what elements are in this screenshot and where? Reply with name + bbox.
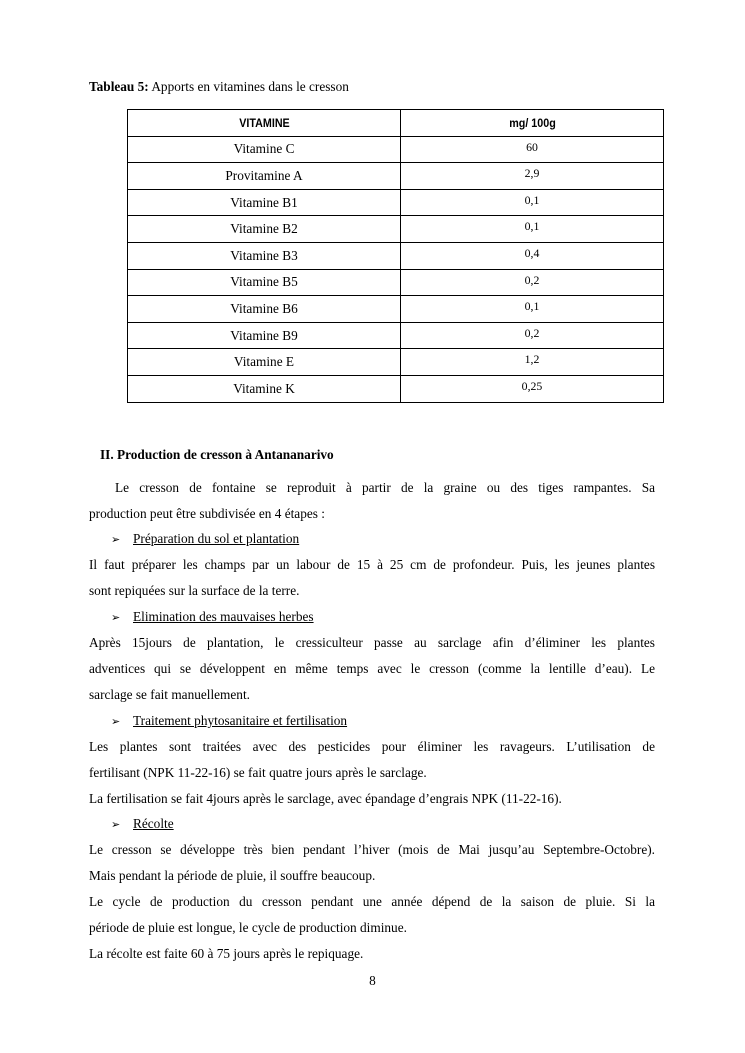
vitamin-name: Provitamine A xyxy=(128,163,401,190)
arrow-bullet-icon: ➢ xyxy=(111,534,121,546)
paragraph-line: adventices qui se développent en même temps avec le cresson (comme la lentille d’eau). Le xyxy=(89,661,655,676)
vitamin-amount: 0,1 xyxy=(401,216,664,243)
paragraph-line: La récolte est faite 60 à 75 jours après le repiquage. xyxy=(89,946,364,961)
arrow-bullet-icon: ➢ xyxy=(111,819,121,831)
table-row xyxy=(128,216,664,243)
vitamin-amount: 0,2 xyxy=(401,269,664,296)
vitamin-table xyxy=(127,109,664,403)
vitamin-amount: 0,25 xyxy=(401,375,664,402)
vitamin-name: Vitamine B1 xyxy=(128,189,401,216)
step-title: Récolte xyxy=(133,816,174,831)
step-title: Préparation du sol et plantation xyxy=(133,531,300,546)
vitamin-amount: 0,2 xyxy=(401,322,664,349)
column-header-amount: mg/ 100g xyxy=(416,110,647,137)
paragraph-line: fertilisant (NPK 11-22-16) se fait quatre jours après le sarclage. xyxy=(89,765,427,780)
vitamin-name: Vitamine B5 xyxy=(128,269,401,296)
paragraph-line: Le cycle de production du cresson pendant une année dépend de la saison de pluie. Si la xyxy=(89,894,655,909)
vitamin-amount: 0,1 xyxy=(401,189,664,216)
table-row xyxy=(128,375,664,402)
paragraph-line: sont repiquées sur la surface de la terre. xyxy=(89,583,300,598)
table-caption-label: Tableau 5: xyxy=(89,79,149,94)
intro-line: production peut être subdivisée en 4 étapes : xyxy=(89,506,325,521)
paragraph-line: Il faut préparer les champs par un labour de 15 à 25 cm de profondeur. Puis, les jeunes plantes xyxy=(89,557,655,572)
table-row xyxy=(128,296,664,323)
paragraph-line: Mais pendant la période de pluie, il souffre beaucoup. xyxy=(89,868,376,883)
step-title: Traitement phytosanitaire et fertilisation xyxy=(133,713,348,728)
step-heading xyxy=(111,531,299,547)
vitamin-amount: 2,9 xyxy=(401,163,664,190)
step-title: Elimination des mauvaises herbes xyxy=(133,609,314,624)
table-row xyxy=(128,242,664,269)
page-number: 8 xyxy=(369,973,376,988)
vitamin-name: Vitamine B9 xyxy=(128,322,401,349)
vitamin-amount: 60 xyxy=(401,136,664,163)
table-row xyxy=(128,269,664,296)
table-row xyxy=(128,322,664,349)
section-title: II. Production de cresson à Antananarivo xyxy=(100,447,334,462)
arrow-bullet-icon: ➢ xyxy=(111,612,121,624)
table-row xyxy=(128,189,664,216)
arrow-bullet-icon: ➢ xyxy=(111,716,121,728)
paragraph-line: La fertilisation se fait 4jours après le sarclage, avec épandage d’engrais NPK (11-22-16). xyxy=(89,791,562,806)
table-row xyxy=(128,349,664,376)
paragraph-line: période de pluie est longue, le cycle de production diminue. xyxy=(89,920,407,935)
paragraph-line: Après 15jours de plantation, le cressiculteur passe au sarclage afin d’éliminer les plantes xyxy=(89,635,655,650)
vitamin-name: Vitamine K xyxy=(128,375,401,402)
table-header-row xyxy=(128,110,664,137)
vitamin-amount: 0,4 xyxy=(401,242,664,269)
vitamin-name: Vitamine B3 xyxy=(128,242,401,269)
paragraph-line: sarclage se fait manuellement. xyxy=(89,687,250,702)
table-row xyxy=(128,136,664,163)
step-heading xyxy=(111,816,174,832)
table-caption-text: Apports en vitamines dans le cresson xyxy=(148,79,349,94)
table-row xyxy=(128,163,664,190)
paragraph-line: Le cresson se développe très bien pendant l’hiver (mois de Mai jusqu’au Septembre-Octobre). xyxy=(89,842,655,857)
column-header-vitamine: VITAMINE xyxy=(144,110,384,137)
table-caption xyxy=(89,79,349,95)
step-heading xyxy=(111,713,347,729)
vitamin-name: Vitamine E xyxy=(128,349,401,376)
vitamin-name: Vitamine B6 xyxy=(128,296,401,323)
vitamin-name: Vitamine B2 xyxy=(128,216,401,243)
step-heading xyxy=(111,609,314,625)
paragraph-line: Les plantes sont traitées avec des pesticides pour éliminer les ravageurs. L’utilisation de xyxy=(89,739,655,754)
intro-line: Le cresson de fontaine se reproduit à partir de la graine ou des tiges rampantes. Sa xyxy=(115,480,655,495)
vitamin-name: Vitamine C xyxy=(128,136,401,163)
vitamin-amount: 0,1 xyxy=(401,296,664,323)
vitamin-amount: 1,2 xyxy=(401,349,664,376)
